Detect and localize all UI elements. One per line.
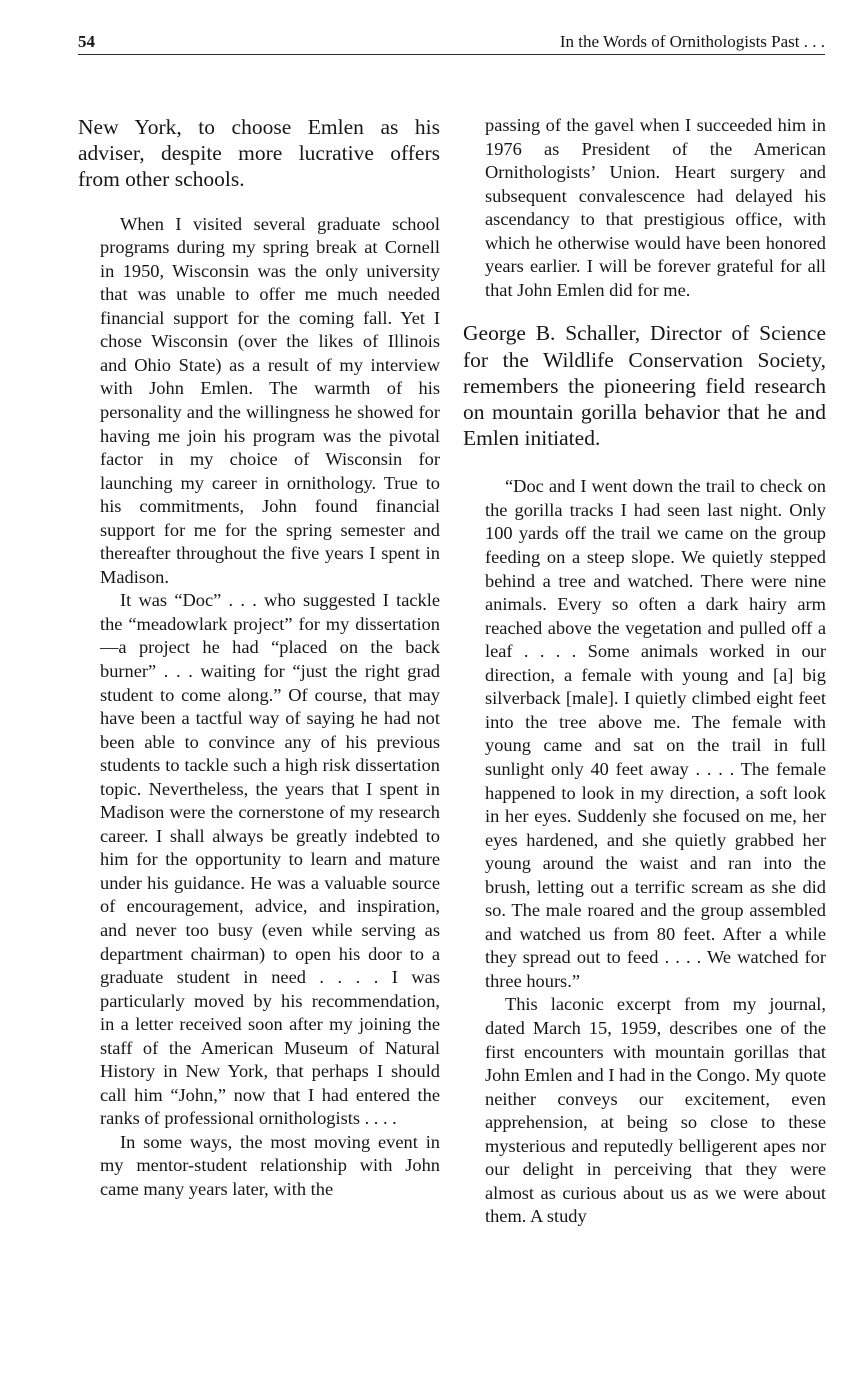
running-title: In the Words of Ornithologists Past . . .: [559, 32, 825, 51]
section-heading: George B. Schaller, Director of Science for the Wildlife Conservation Society, remembers the pioneering field research on mountain gorilla behavior that he and Emlen initiated.: [463, 321, 826, 451]
right-quote-block: [463, 475, 826, 1229]
body-paragraph: This laconic excerpt from my journal, dated March 15, 1959, describes one of the first encounters with mountain gorillas that John Emlen and I had in the Congo. My quote neither conveys our excitement, even apprehension, at being so close to these mysterious and reputedly belligerent apes nor our delight in perceiving that they were almost as curious about us as we were about them. A study: [485, 994, 826, 1227]
body-paragraph: When I visited several graduate school programs during my spring break at Cornell in 1950, Wisconsin was the only university that was unable to offer me much needed financial support for the coming fall. Yet I chose Wisconsin (over the likes of Illinois and Ohio State) as a result of my interview with John Emlen. The warmth of his personality and the willingness he showed for having me join his program was the pivotal factor in my choice of Wisconsin for launching my career in ornithology. True to his commitments, John found financial support for me for the spring semester and thereafter throughout the five years I spent in Madison.: [100, 213, 440, 587]
left-quote-block: [78, 213, 440, 1202]
lead-in-text: New York, to choose Emlen as his adviser, despite more lucrative offers from other schools.: [78, 115, 440, 192]
continuation-paragraph: passing of the gavel when I succeeded him in 1976 as President of the American Ornithologists’ Union. Heart surgery and subsequent convalescence had delayed his ascendancy to that prestigious office, with which he otherwise would have been honored years earlier. I will be forever grateful for all that John Emlen did for me.: [485, 115, 826, 300]
body-paragraph: “Doc and I went down the trail to check on the gorilla tracks I had seen last night. Only 100 yards off the trail we came on the group feeding on a steep slope. We quietly stepped behind a tree and watched. There were nine animals. Every so often a dark hairy arm reached above the vegetation and pulled off a leaf . . . . Some animals worked in our direction, a female with young and [a] big silverback [male]. I quietly climbed eight feet into the tree above me. The female with young came and sat on the trail in full sunlight only 40 feet away . . . . The female happened to look in my direction, a soft look in her eyes. Suddenly she focused on me, her eyes hardened, and she quietly grabbed her young around the waist and ran into the brush, letting out a terrific scream as she did so. The male roared and the group assembled and watched us from 80 feet. After a while they spread out to feed . . . . We watched for three hours.”: [485, 476, 826, 991]
right-column: [463, 114, 826, 1229]
page-number: 54: [78, 32, 95, 51]
running-header: [78, 30, 825, 55]
left-column: [78, 114, 440, 1202]
body-paragraph: It was “Doc” . . . who suggested I tackle the “meadowlark project” for my dissertation—a project he had “placed on the back burner” . . . waiting for “just the right grad student to come along.” Of course, that may have been a tactful way of saying he had not been able to convince any of his previous students to tackle such a high risk dissertation topic. Nevertheless, the years that I spent in Madison were the cornerstone of my research career. I shall always be greatly indebted to him for the opportunity to learn and mature under his guidance. He was a valuable source of encouragement, advice, and inspiration, and never too busy (even while serving as department chairman) to open his door to a graduate student in need . . . . I was particularly moved by his recommendation, in a letter received soon after my joining the staff of the American Museum of Natural History in New York, that perhaps I should call him “John,” now that I had entered the ranks of professional ornithologists . . . .: [100, 590, 440, 1129]
right-continuation-block: [463, 114, 826, 302]
body-paragraph: In some ways, the most moving event in my mentor-student relationship with John came many years later, with the: [100, 1131, 440, 1200]
